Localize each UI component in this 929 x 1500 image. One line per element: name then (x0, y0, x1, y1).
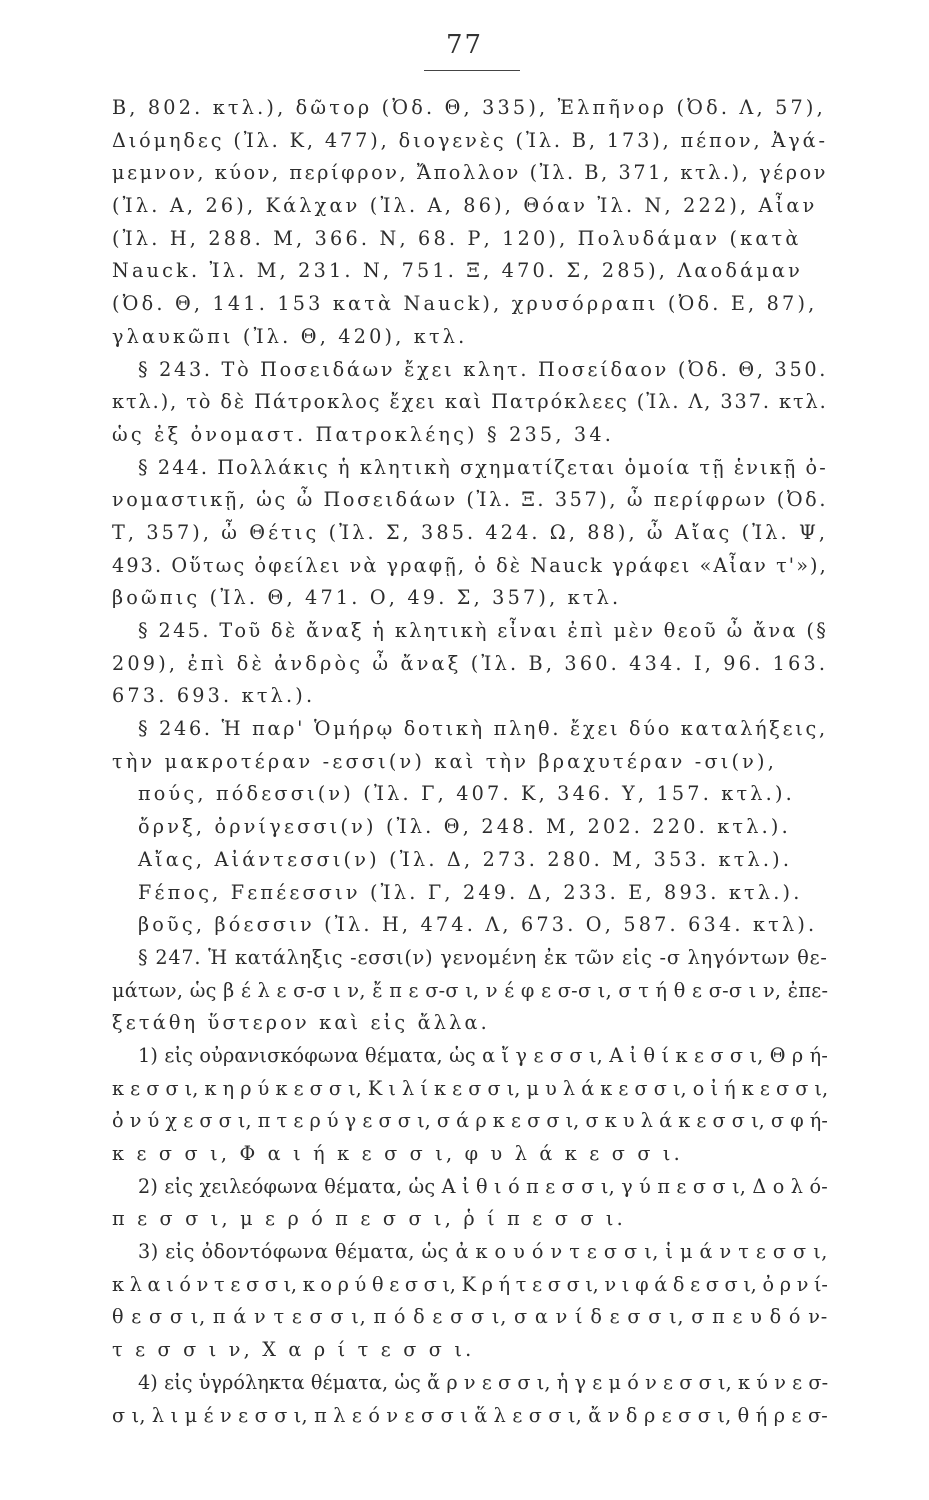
text-line: (Ἰλ. Α, 26), Κάλχαν (Ἰλ. Α, 86), Θόαν Ἰλ. Ν, 222), Αἶαν (112, 194, 818, 218)
text-line: μεμνον, κύον, περίφρον, Ἄπολλον (Ἰλ. Β, 371, κτλ.), γέρον (112, 161, 828, 185)
text-line: § 243. Τὸ Ποσειδάων ἔχει κλητ. Ποσείδαον (Ὀδ. Θ, 350. (138, 357, 828, 381)
text-line: § 244. Πολλάκις ἡ κλητικὴ σχηματίζεται ὁμοία τῇ ἑνικῇ ὀ- (138, 455, 828, 479)
text-line: 4) εἰς ὑγρόληκτα θέματα, ὡς ἄ ρ ν ε σ σ ι, ἡ γ ε μ ό ν ε σ σ ι, κ ύ ν ε σ- (138, 1370, 828, 1394)
text-line: βοῦς, βόεσσιν (Ἰλ. Η, 474. Λ, 673. Ο, 587. 634. κτλ). (138, 913, 818, 937)
text-line: μάτων, ὡς β έ λ ε σ-σ ι ν, ἔ π ε σ-σ ι, ν έ φ ε σ-σ ι, σ τ ή θ ε σ-σ ι ν, ἐπε- (112, 978, 828, 1002)
text-line: 2) εἰς χειλεόφωνα θέματα, ὡς Α ἰ θ ι ό π ε σ σ ι, γ ύ π ε σ σ ι, Δ ο λ ό- (138, 1174, 828, 1198)
text-line: τ ε σ σ ι ν, Χ α ρ ί τ ε σ σ ι. (112, 1338, 475, 1362)
text-line: ξετάθη ὕστερον καὶ εἰς ἄλλα. (112, 1011, 490, 1035)
text-line: ὄρνξ, ὀρνίγεσσι(ν) (Ἰλ. Θ, 248. Μ, 202. 220. κτλ.). (138, 815, 791, 839)
text-line: ὀ ν ύ χ ε σ σ ι, π τ ε ρ ύ γ ε σ σ ι, σ ά ρ κ ε σ σ ι, σ κ υ λ ά κ ε σ σ ι, σ φ ή- (112, 1109, 828, 1133)
text-line: κτλ.), τὸ δὲ Πάτροκλος ἔχει καὶ Πατρόκλεες (Ἰλ. Λ, 337. κτλ. (112, 390, 828, 414)
text-line: Nauck. Ἰλ. Μ, 231. Ν, 751. Ξ, 470. Σ, 285), Λαοδάμαν (112, 259, 803, 283)
text-line: Αἴας, Αἰάντεσσι(ν) (Ἰλ. Δ, 273. 280. Μ, 353. κτλ.). (138, 847, 793, 871)
text-line: § 246. Ἡ παρ' Ὁμήρῳ δοτικὴ πληθ. ἔχει δύο καταλήξεις, (138, 717, 828, 741)
text-line: Τ, 357), ὦ Θέτις (Ἰλ. Σ, 385. 424. Ω, 88), ὦ Αἴας (Ἰλ. Ψ, (112, 520, 828, 544)
text-line: ὡς ἐξ ὀνομαστ. Πατροκλέης) § 235, 34. (112, 422, 615, 446)
text-line: 493. Οὕτως ὀφείλει νὰ γραφῇ, ὁ δὲ Nauck γράφει «Αἶαν τ'»), (112, 553, 828, 577)
text-line: 209), ἐπὶ δὲ ἀνδρὸς ὦ ἄναξ (Ἰλ. Β, 360. 434. Ι, 96. 163. (112, 651, 828, 675)
text-line: Β, 802. κτλ.), δῶτορ (Ὀδ. Θ, 335), Ἐλπῆνορ (Ὀδ. Λ, 57), (112, 96, 826, 119)
text-line: § 247. Ἡ κατάληξις -εσσι(ν) γενομένη ἐκ τῶν εἰς -σ ληγόντων θε- (138, 945, 828, 969)
text-line: 1) εἰς οὐρανισκόφωνα θέματα, ὡς α ἴ γ ε σ σ ι, Α ἰ θ ί κ ε σ σ ι, Θ ρ ή- (138, 1043, 828, 1067)
text-line: 673. 693. κτλ.). (112, 684, 316, 708)
text-line: κ λ α ι ό ν τ ε σ σ ι, κ ο ρ ύ θ ε σ σ ι, Κ ρ ή τ ε σ σ ι, ν ι φ ά δ ε σ σ ι, ὀ ρ ν ί- (112, 1272, 828, 1296)
text-line: τὴν μακροτέραν -εσσι(ν) καὶ τὴν βραχυτέραν -σι(ν), (112, 749, 778, 773)
page-number: 77 (445, 30, 484, 60)
text-line: Διόμηδες (Ἰλ. Κ, 477), διογενὲς (Ἰλ. Β, 173), πέπον, Ἀγά- (112, 128, 828, 152)
text-line: Fέπος, Fεπέεσσιν (Ἰλ. Γ, 249. Δ, 233. Ε, 893. κτλ.). (138, 880, 803, 904)
text-line: νομαστικῇ, ὡς ὦ Ποσειδάων (Ἰλ. Ξ. 357), ὦ περίφρων (Ὀδ. (112, 488, 828, 512)
text-line: 3) εἰς ὀδοντόφωνα θέματα, ὡς ἀ κ ο υ ό ν τ ε σ σ ι, ἱ μ ά ν τ ε σ σ ι, (138, 1240, 828, 1264)
body-text (112, 92, 828, 1432)
text-line: βοῶπις (Ἰλ. Θ, 471. Ο, 49. Σ, 357), κτλ. (112, 586, 622, 610)
text-line: κ ε σ σ ι, κ η ρ ύ κ ε σ σ ι, Κ ι λ ί κ ε σ σ ι, μ υ λ ά κ ε σ σ ι, ο ἰ ή κ ε σ σ ι, (112, 1076, 828, 1100)
text-line: κ ε σ σ ι, Φ α ι ή κ ε σ σ ι, φ υ λ ά κ ε σ σ ι. (112, 1142, 683, 1165)
text-line: (Ἰλ. Η, 288. Μ, 366. Ν, 68. Ρ, 120), Πολυδάμαν (κατὰ (112, 226, 802, 250)
text-line: γλαυκῶπι (Ἰλ. Θ, 420), κτλ. (112, 324, 468, 348)
text-line: πούς, πόδεσσι(ν) (Ἰλ. Γ, 407. Κ, 346. Υ, 157. κτλ.). (138, 782, 795, 806)
text-line: § 245. Τοῦ δὲ ἄναξ ἡ κλητικὴ εἶναι ἐπὶ μὲν θεοῦ ὦ ἄνα (§ (138, 619, 828, 642)
text-line: σ ι, λ ι μ έ ν ε σ σ ι, π λ ε ό ν ε σ σ ι ἅ λ ε σ σ ι, ἄ ν δ ρ ε σ σ ι, θ ή ρ ε σ- (112, 1403, 828, 1427)
text-line: (Ὀδ. Θ, 141. 153 κατὰ Nauck), χρυσόρραπι (Ὀδ. Ε, 87), (112, 292, 818, 316)
text-line: π ε σ σ ι, μ ε ρ ό π ε σ σ ι, ῥ ί π ε σ σ ι. (112, 1207, 626, 1231)
text-line: θ ε σ σ ι, π ά ν τ ε σ σ ι, π ό δ ε σ σ ι, σ α ν ί δ ε σ σ ι, σ π ε υ δ ό ν- (112, 1305, 828, 1329)
page-number-rule (424, 70, 520, 71)
